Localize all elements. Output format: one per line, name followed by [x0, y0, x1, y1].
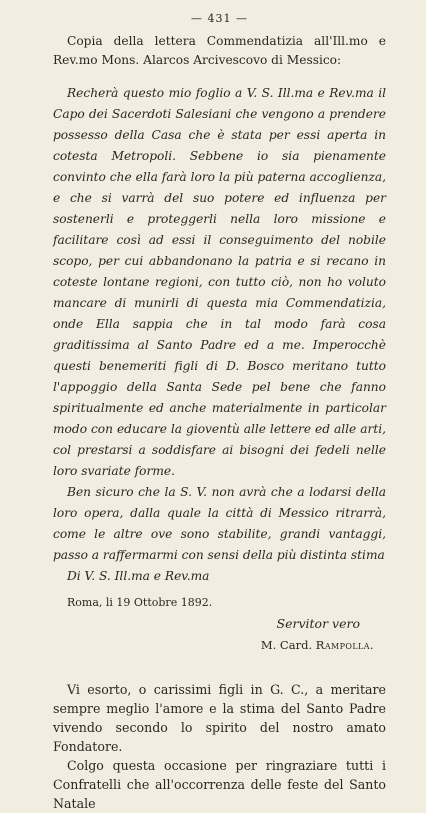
- letter-paragraph: Ben sicuro che la S. V. non avrà che a lodarsi della loro opera, dalla quale la città di Messico ritrarrà, come le altre ove sono stabilite, grandi vantaggi, passo a raffermarmi con sensi della più distinta stima: [53, 485, 386, 562]
- letter-closing: Di V. S. Ill.ma e Rev.ma: [67, 569, 210, 583]
- body-paragraph: Colgo questa occasione per ringraziare tutti i Confratelli che all'occorrenza delle feste del Santo Natale: [53, 758, 386, 811]
- body-paragraph: Vi esorto, o carissimi figli in G. C., a meritare sempre meglio l'amore e la stima del Santo Padre vivendo secondo lo spirito del nostro amato Fondatore.: [53, 682, 386, 754]
- signature-surname: Rampolla.: [315, 638, 374, 652]
- letter-intro: Copia della lettera Commendatizia all'Ill.mo e Rev.mo Mons. Alarcos Arcivescovo di Messico:: [53, 34, 386, 67]
- section-gap: [53, 652, 386, 680]
- page-number: — 431 —: [191, 12, 248, 25]
- letter-paragraph: Recherà questo mio foglio a V. S. Ill.ma e Rev.ma il Capo dei Sacerdoti Salesiani che vengono a prendere possesso della Casa che è stata per essi aperta in cotesta Metropoli. Sebbene io sia pienamente convinto che ella farà loro la più paterna accoglienza, e che si varrà del suo potere ed influenza per sostenerli e proteggerli nella loro missione e facilitare così ad essi il conseguimento del nobile scopo, per cui abbandonano la patria e si recano in coteste lontane regioni, con tutto ciò, non ho voluto mancare di munirli di questa mia Commendatizia, onde Ella sappia che in tal modo farà cosa graditissima al Santo Padre ed a me. Imperocchè questi benemeriti figli di D. Bosco meritano tutto l'appoggio della Santa Sede pel bene che fanno spiritualmente ed anche materialmente in particolar modo con educare la gioventù alle lettere ed alle arti, col prestarsi a soddisfare ai bisogni dei fedeli nelle loro svariate forme.: [53, 86, 386, 478]
- signature-prefix: M. Card.: [260, 638, 316, 652]
- signature-name: [53, 638, 374, 652]
- signature-title: Servitor vero: [276, 616, 360, 631]
- letter-date: Roma, li 19 Ottobre 1892.: [67, 596, 213, 609]
